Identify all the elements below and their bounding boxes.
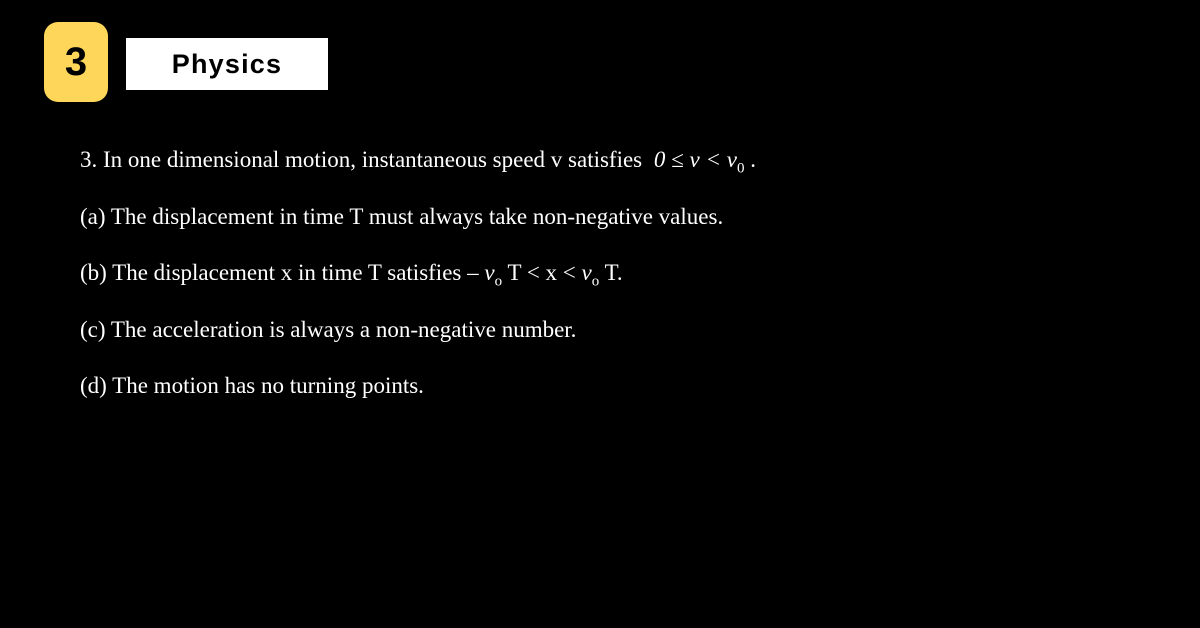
question-number: 3: [64, 39, 88, 84]
option-text: The acceleration is always a non-negative number.: [110, 317, 577, 342]
option-c: [80, 310, 576, 350]
question-stem-end: .: [744, 147, 756, 172]
option-text-after: T.: [604, 260, 623, 285]
question-stem: [80, 140, 756, 189]
option-text-before: The displacement x in time T satisfies –: [112, 260, 479, 285]
question-stem-text: 3. In one dimensional motion, instantaneous speed v satisfies: [80, 147, 643, 172]
question-number-badge: [44, 22, 108, 102]
option-symbol-2: $v_o$: [581, 260, 600, 290]
option-text-mid: T < x <: [507, 260, 576, 285]
option-b: [80, 253, 623, 302]
subject-label-box: [126, 38, 328, 90]
option-label: (b): [80, 260, 107, 285]
question-stem-math: $0 \le v < v_0$: [653, 147, 745, 177]
option-d: [80, 366, 424, 406]
option-label: (d): [80, 373, 107, 398]
option-text: The displacement in time T must always take non-negative values.: [110, 204, 724, 229]
option-label: (a): [80, 204, 106, 229]
option-label: (c): [80, 317, 106, 342]
option-text: The motion has no turning points.: [112, 373, 424, 398]
option-symbol-1: $v_o$: [484, 260, 503, 290]
subject-label: Physics: [171, 48, 283, 79]
option-a: [80, 197, 723, 237]
